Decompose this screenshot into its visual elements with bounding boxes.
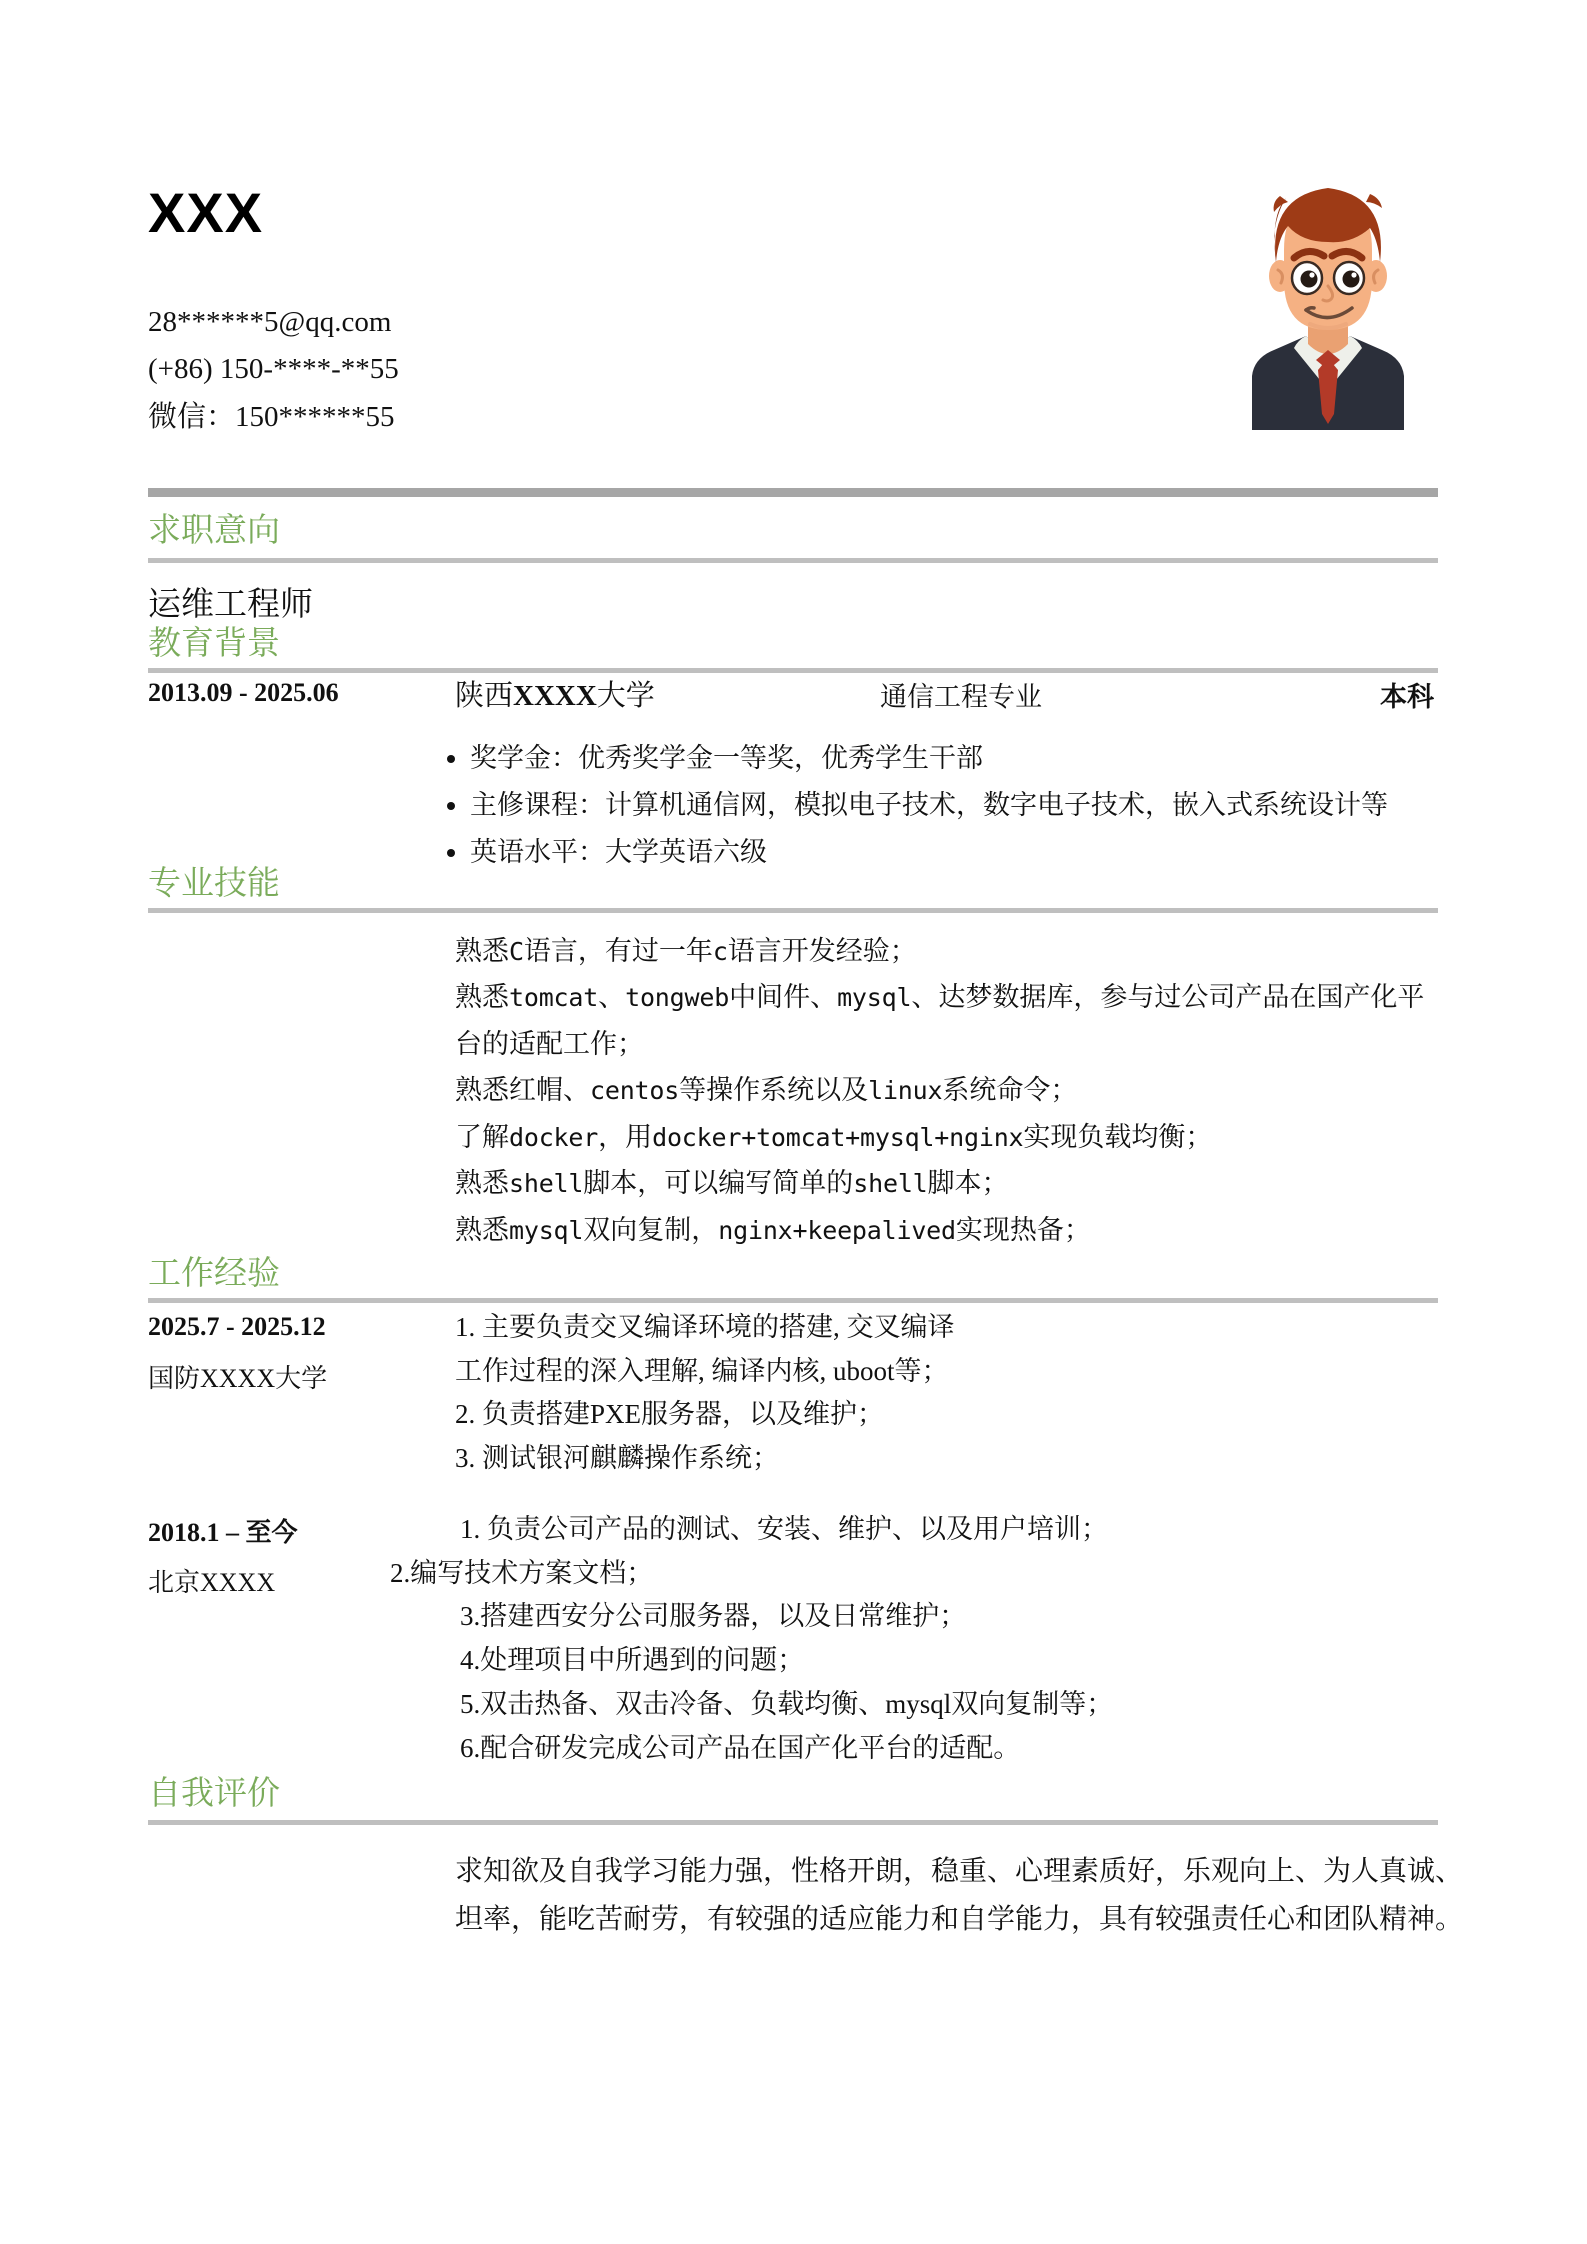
self-evaluation-line: 求知欲及自我学习能力强，性格开朗，稳重、心理素质好，乐观向上、为人真诚、 [455,1856,1464,1887]
skill-text: 中间件、 [729,982,838,1013]
skill-text: 熟悉 [455,982,509,1013]
objective-value: 运维工程师 [148,587,313,623]
education-date: 2013.09 - 2025.06 [148,678,339,707]
divider-self-evaluation [148,1820,1438,1825]
section-title-education: 教育背景 [148,626,280,662]
skill-term: docker+tomcat+mysql+nginx [652,1122,1024,1152]
skill-term: nginx+keepalived [718,1215,956,1245]
self-evaluation-text [455,1848,1464,1944]
education-bullets [430,745,1388,886]
divider-header [148,488,1438,497]
skill-term: c [712,937,728,966]
education-school-prefix: 陕西 [455,680,514,712]
skill-term: mysql [837,983,912,1013]
list-item [455,974,1445,1067]
skill-text: 、达梦数据库，参与过公司产品在国产化平台的适配工作； [455,982,1425,1059]
section-title-skills: 专业技能 [148,866,280,902]
list-item: • 主修课程：计算机通信网，模拟电子技术，数字电子技术，嵌入式系统设计等 [470,792,1388,819]
list-item [455,1207,1445,1253]
divider-skills [148,908,1438,913]
list-item: 4.处理项目中所遇到的问题； [460,1645,805,1676]
list-item: 6.配合研发完成公司产品在国产化平台的适配。 [460,1732,1021,1763]
page-title: XXX [148,181,264,244]
skill-text: 语言，有过一年 [523,936,713,966]
skill-text: 熟悉 [455,1214,509,1245]
skill-text: 脚本； [927,1168,1009,1199]
list-item [455,1067,1445,1113]
education-degree: 本科 [1380,682,1434,712]
divider-work [148,1298,1438,1303]
skill-text: ，用 [598,1121,653,1152]
section-title-objective: 求职意向 [148,513,280,549]
skill-text: 熟悉红帽、 [455,1075,590,1106]
skill-term: tongweb [625,983,730,1013]
list-item: 2. 负责搭建PXE服务器，以及维护； [455,1399,885,1430]
skill-text: 熟悉 [455,1168,509,1199]
list-item: 工作过程的深入理解, 编译内核, uboot等； [455,1355,949,1386]
divider-objective [148,558,1438,563]
divider-education [148,668,1438,673]
skill-text: 实现热备； [955,1214,1091,1245]
skill-text: 了解 [455,1121,509,1152]
list-item [455,1114,1445,1160]
work-org-1: 北京XXXX [148,1568,276,1597]
education-major: 通信工程专业 [880,682,1042,712]
education-school-suffix: 大学 [596,680,655,712]
skill-term: linux [868,1076,943,1106]
work-lines-1 [390,1508,1114,1770]
list-item: • 英语水平：大学英语六级 [470,839,1388,866]
section-title-self-evaluation: 自我评价 [148,1776,280,1812]
work-date-1: 2018.1 – 至今 [148,1518,298,1547]
list-item: 2.编写技术方案文档； [390,1557,654,1588]
list-item [455,928,1445,974]
list-item: • 奖学金：优秀奖学金一等奖，优秀学生干部 [470,745,1388,772]
work-org-0: 国防XXXX大学 [148,1364,328,1393]
list-item [455,1160,1445,1206]
skill-text: 、 [598,982,626,1013]
list-item: 1. 主要负责交叉编译环境的搭建, 交叉编译 [455,1312,955,1342]
contact-email: 28******5@qq.com [148,306,392,338]
skill-text: 等操作系统以及 [679,1075,869,1106]
skill-term: tomcat [509,983,599,1013]
skill-text: 语言开发经验； [727,936,917,966]
skill-text: 系统命令； [942,1075,1078,1106]
contact-phone: (+86) 150-****-**55 [148,353,399,386]
list-item: 3.搭建西安分公司服务器，以及日常维护； [460,1601,967,1632]
skill-term: docker [509,1122,599,1152]
education-school-mask: XXXX [513,680,597,712]
skill-term: mysql [509,1215,584,1245]
skill-term: C [509,937,524,966]
skill-text: 熟悉 [455,936,509,966]
section-title-work: 工作经验 [148,1256,280,1292]
list-item: 5.双击热备、双击冷备、负载均衡、mysql双向复制等； [460,1688,1114,1719]
skill-text: 实现负载均衡； [1023,1121,1213,1152]
avatar [1232,158,1424,430]
skill-text: 双向复制， [583,1214,719,1245]
work-date-0: 2025.7 - 2025.12 [148,1312,326,1341]
skills-list [455,928,1445,1253]
list-item: 3. 测试银河麒麟操作系统； [455,1443,779,1474]
skill-term: shell [853,1169,928,1199]
skill-text: 脚本，可以编写简单的 [583,1168,854,1199]
self-evaluation-line: 坦率，能吃苦耐劳，有较强的适应能力和自学能力，具有较强责任心和团队精神。 [455,1904,1464,1936]
list-item: 1. 负责公司产品的测试、安装、维护、以及用户培训； [460,1514,1108,1544]
skill-term: shell [509,1169,584,1199]
education-school [455,673,655,714]
contact-wechat: 微信：150******55 [148,400,395,433]
work-lines-0 [455,1306,955,1481]
skill-term: centos [590,1076,680,1106]
